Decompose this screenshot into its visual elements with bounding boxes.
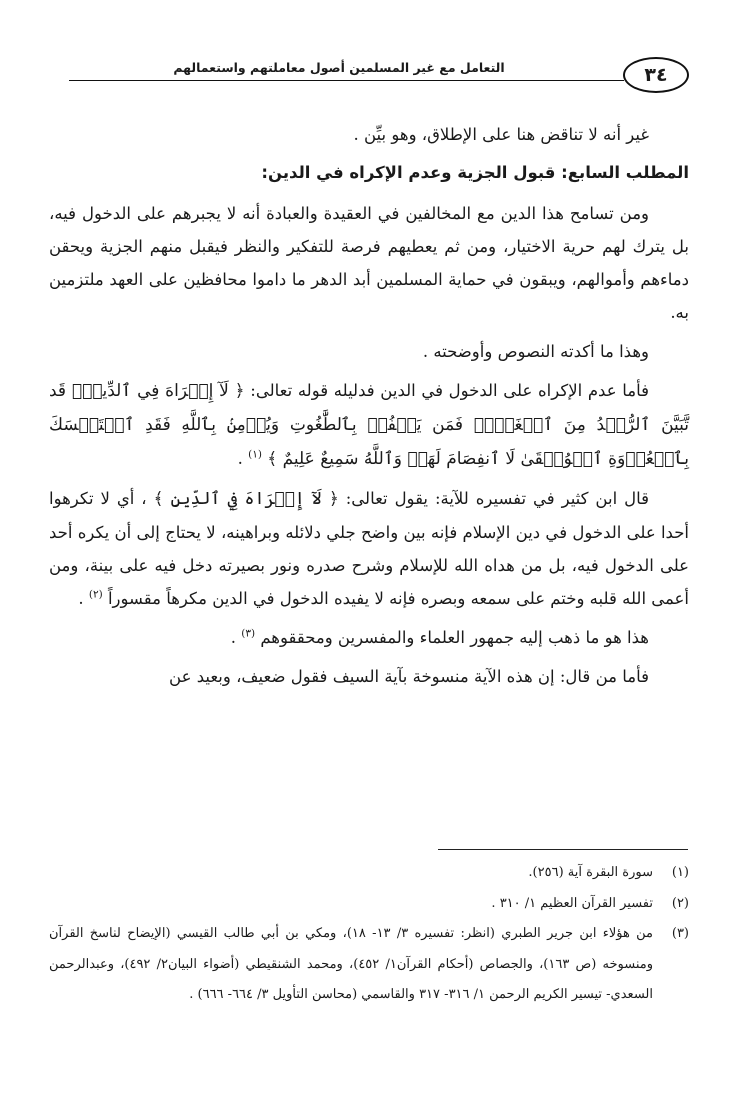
footnote-number: (٢): [671, 895, 689, 911]
quran-verse-baqarah-256: ﴿ لَآ إِكۡرَاهَ فِي ٱلدِّينِۖ قَد تَّبَيَّنَ ٱلرُّشۡدُ مِنَ ٱلۡغَيِّۚ فَمَن يَكۡفُرۡ بِٱلطَّٰغُوتِ وَيُؤۡمِنۢ بِٱللَّهِ فَقَدِ ٱسۡتَمۡسَكَ بِٱلۡعُرۡوَةِ ٱلۡوُثۡقَىٰ لَا ٱنفِصَامَ لَهَاۗ وَٱللَّهُ سَمِيعٌ عَلِيمٌ ﴾: [49, 381, 689, 469]
footnote-text: سورة البقرة آية (٢٥٦).: [528, 865, 653, 880]
paragraph-no-compulsion: [49, 374, 689, 476]
paragraph-majority: [49, 621, 689, 654]
footnote-2: [49, 889, 689, 920]
paragraph-majority-end: .: [230, 628, 236, 647]
quran-verse-quote: ﴿ لَآ إِكۡرَاهَ فِي ٱلدِّينِ ﴾: [153, 489, 339, 509]
paragraph-ibn-kathir-end: .: [78, 589, 84, 608]
running-header-title: التعامل مع غير المسلمين أصول معاملتهم واستعمالهم: [173, 60, 505, 75]
footnote-ref-2[interactable]: (٢): [88, 588, 103, 601]
footnote-divider: [438, 849, 688, 850]
paragraph-tolerance: ومن تسامح هذا الدين مع المخالفين في العقيدة والعبادة أنه لا يجبرهم على الدخول فيه، بل يترك لهم حرية الاختيار، ومن ثم يعطيهم فرصة للتفكير والنظر فيقبل منهم الجزية ويحقن دماءهم وأموالهم، ويبقون في حماية المسلمين أبد الدهر ما داموا محافظين على العهد ملتزمين به.: [49, 204, 689, 322]
paragraph-ibn-kathir: [49, 482, 689, 615]
footnotes: [49, 858, 689, 1011]
footnote-text: من هؤلاء ابن جرير الطبري (انظر: تفسيره ٣/ ١٣- ١٨)، ومكي بن أبي طالب القيسي (الإيضاح لناسخ القرآن ومنسوخه (ص ١٦٣)، والجصاص (أحكام القرآن١/ ٤٥٢)، ومحمد الشنقيطي (أضواء البيان٢/ ٤٩٢)، وعبدالرحمن السعدي- تيسير الكريم الرحمن ١/ ٣١٦- ٣١٧ والقاسمي (محاسن التأويل ٣/ ٦٦٤- ٦٦٦) .: [49, 926, 654, 1002]
header-rule: [69, 80, 624, 81]
footnote-3: [49, 919, 689, 1011]
paragraph-ibn-kathir-text: ، أي لا تكرهوا أحدا على الدخول في دين الإسلام فإنه بين واضح جلي دلائله وبراهينه، لا يحتاج إلى أن يكره أحد على الدخول فيه، بل من هداه الله للإسلام وشرح صدره ونور بصيرته دخل فيه على بينة، ومن أعمى الله قلبه وختم على سمعه وبصره فإنه لا يفيده الدخول في الدين مكرهاً مقسوراً: [49, 489, 689, 608]
footnote-ref-3[interactable]: (٣): [241, 627, 256, 640]
page-number: ٣٤: [623, 57, 689, 93]
footnote-number: (٣): [671, 926, 689, 941]
body-text: [49, 118, 689, 693]
footnote-1: [49, 858, 689, 889]
paragraph-ibn-kathir-intro: قال ابن كثير في تفسيره للآية: يقول تعالى:: [345, 489, 649, 508]
footnote-ref-1[interactable]: (١): [248, 448, 262, 461]
paragraph-no-compulsion-end: .: [237, 449, 243, 468]
paragraph-texts-confirm: وهذا ما أكدته النصوص وأوضحته .: [422, 342, 649, 361]
footnote-text: تفسير القرآن العظيم ١/ ٣١٠ .: [491, 895, 653, 911]
section-heading: المطلب السابع: قبول الجزية وعدم الإكراه في الدين:: [261, 163, 689, 182]
footnote-number: (١): [671, 865, 689, 880]
paragraph-majority-text: هذا هو ما ذهب إليه جمهور العلماء والمفسرين ومحققوهم: [255, 628, 649, 647]
paragraph-intro: غير أنه لا تناقض هنا على الإطلاق، وهو بيِّن .: [353, 125, 649, 144]
paragraph-abrogation: فأما من قال: إن هذه الآية منسوخة بآية السيف فقول ضعيف، وبعيد عن: [169, 667, 649, 686]
paragraph-no-compulsion-intro: فأما عدم الإكراه على الدخول في الدين فدليله قوله تعالى:: [250, 381, 649, 400]
